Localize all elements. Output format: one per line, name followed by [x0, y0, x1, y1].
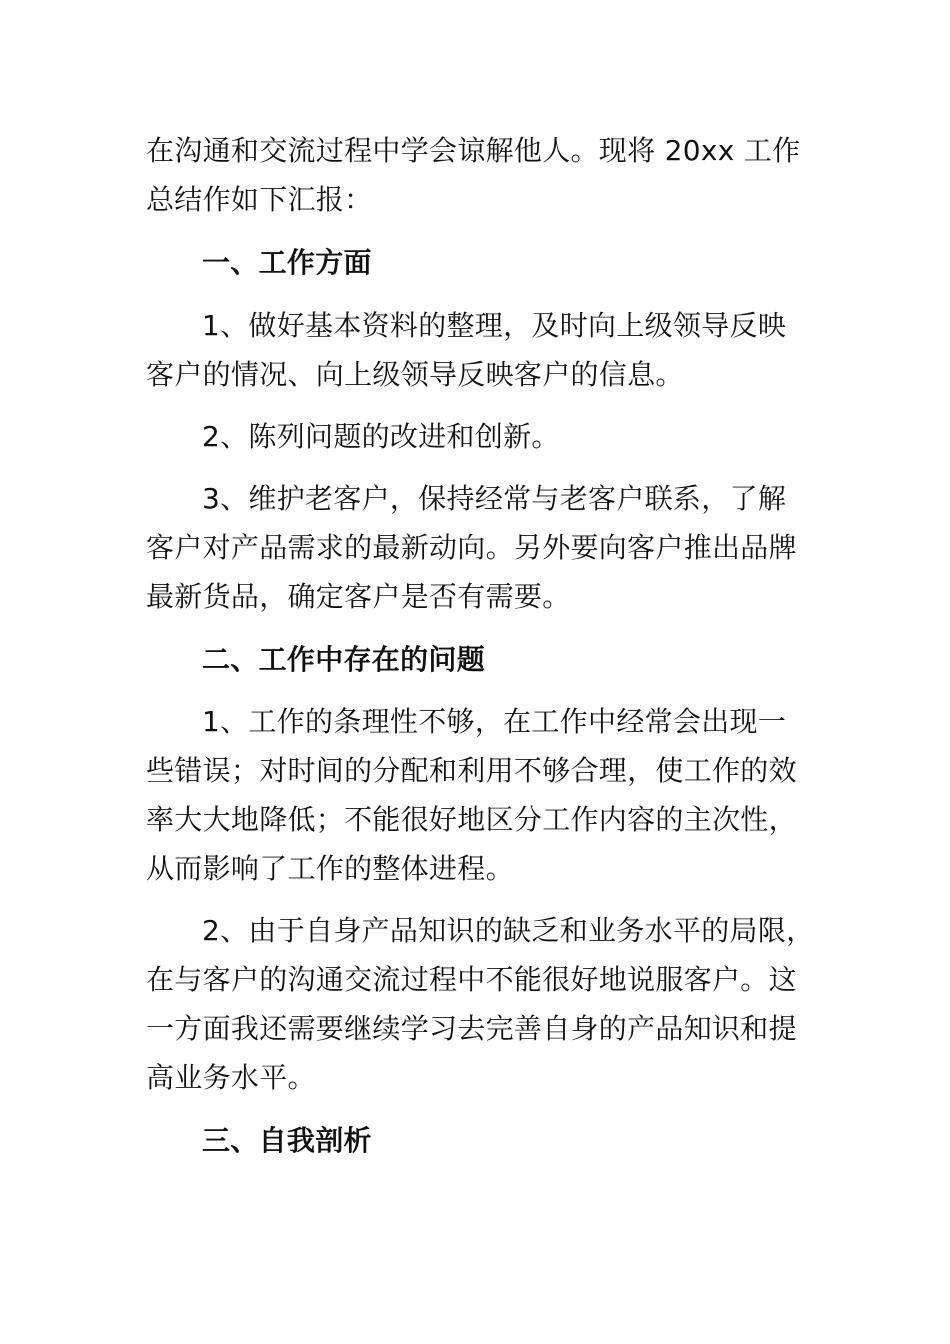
section-heading-problems: 二、工作中存在的问题	[202, 643, 486, 676]
section-heading-work: 一、工作方面	[202, 246, 372, 279]
text-line: 2、由于自身产品知识的缺乏和业务水平的局限，	[202, 914, 815, 947]
text-line: 高业务水平。	[146, 1061, 316, 1094]
text-line: 3、维护老客户，保持经常与老客户联系，了解	[202, 482, 787, 515]
text-line: 最新货品，确定客户是否有需要。	[146, 580, 571, 613]
text-line: 客户对产品需求的最新动向。另外要向客户推出品牌	[146, 531, 797, 564]
section-heading-self-analysis: 三、自我剖析	[202, 1124, 372, 1157]
text-line: 1、工作的条理性不够，在工作中经常会出现一	[202, 705, 787, 738]
text-line: 在与客户的沟通交流过程中不能很好地说服客户。这	[146, 963, 797, 996]
text-line: 率大大地降低；不能很好地区分工作内容的主次性，	[146, 803, 797, 836]
text-line: 一方面我还需要继续学习去完善自身的产品知识和提	[146, 1012, 797, 1045]
text-line: 在沟通和交流过程中学会谅解他人。现将 20xx 工作	[146, 134, 801, 167]
text-line: 2、陈列问题的改进和创新。	[202, 420, 560, 453]
text-line: 客户的情况、向上级领导反映客户的信息。	[146, 358, 684, 391]
text-line: 从而影响了工作的整体进程。	[146, 852, 514, 885]
text-line: 总结作如下汇报：	[146, 183, 373, 216]
text-line: 些错误；对时间的分配和利用不够合理，使工作的效	[146, 754, 797, 787]
text-line: 1、做好基本资料的整理，及时向上级领导反映	[202, 309, 787, 342]
